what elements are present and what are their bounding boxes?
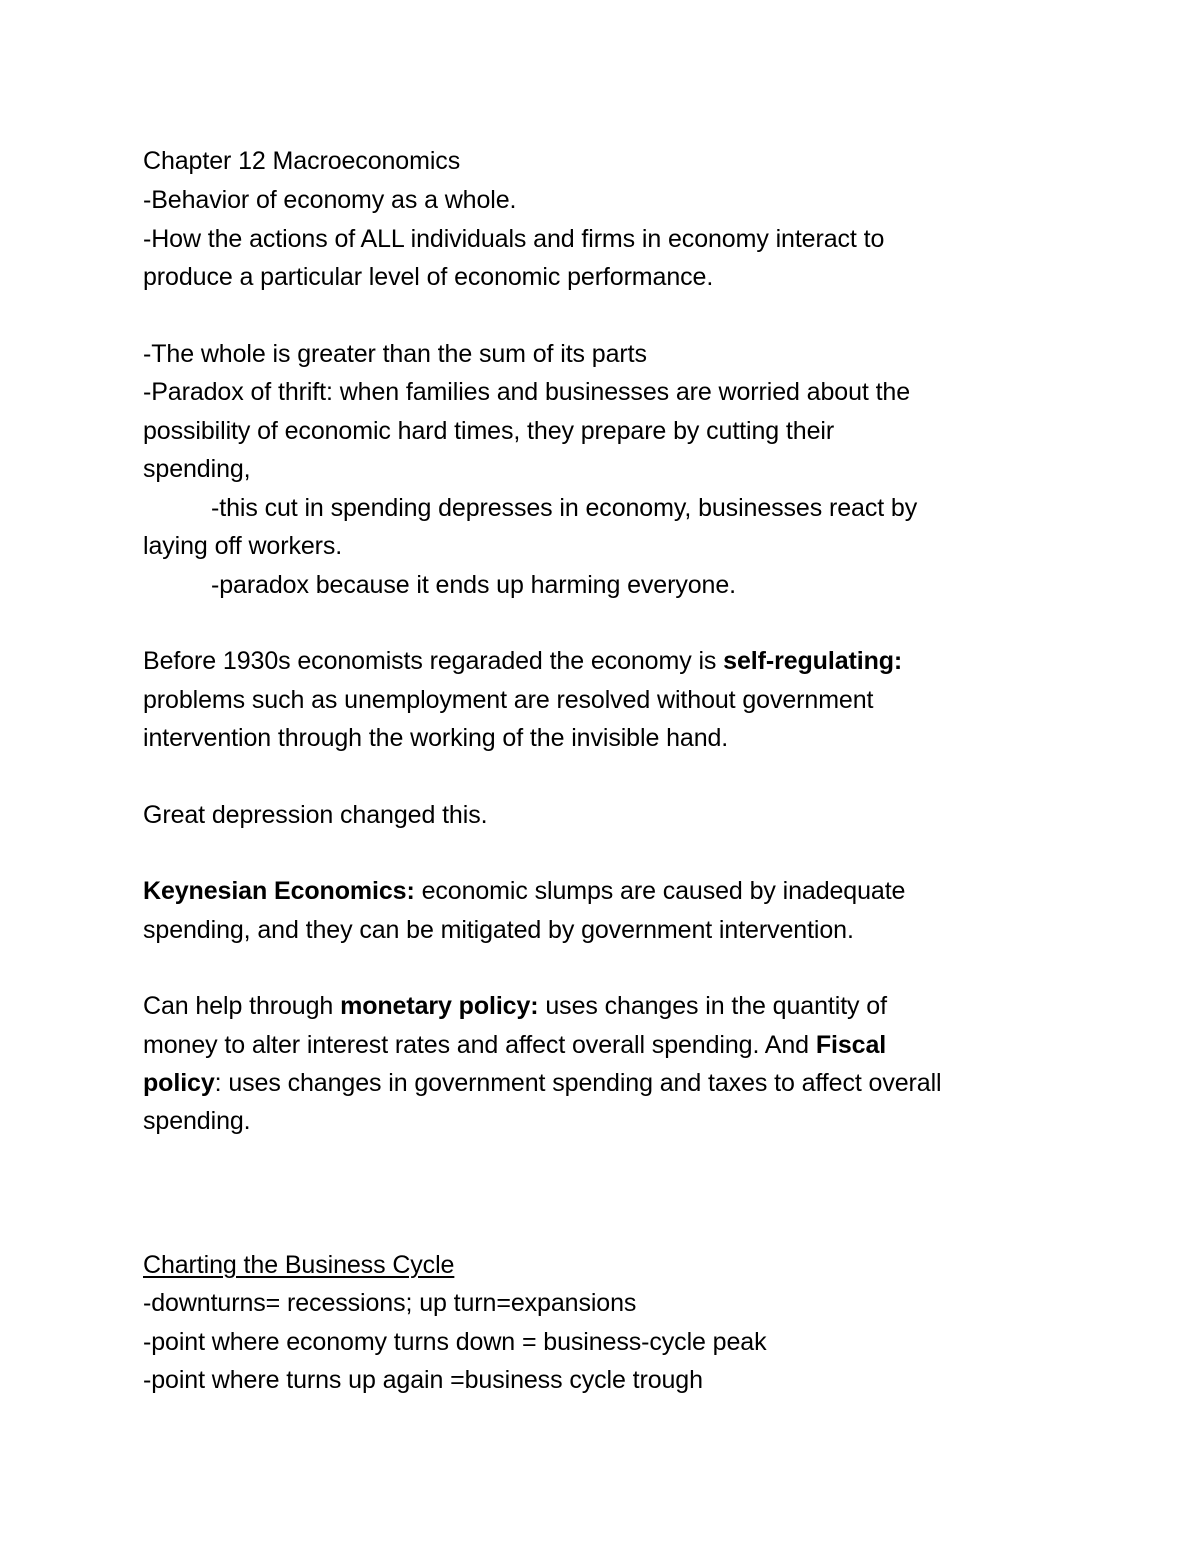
policy-line — [143, 991, 887, 1021]
self-regulating-line — [143, 646, 902, 676]
keynesian-definition: economic slumps are caused by inadequate — [414, 877, 906, 905]
intro-line: -How the actions of ALL individuals and firms in economy interact to — [143, 225, 885, 253]
fiscal-policy-definition: : uses changes in government spending and taxes to affect overall — [214, 1069, 942, 1097]
keynesian-line: spending, and they can be mitigated by government intervention. — [143, 916, 854, 944]
business-cycle-item: -downturns= recessions; up turn=expansions — [143, 1289, 637, 1317]
thrift-line: possibility of economic hard times, they prepare by cutting their — [143, 417, 835, 445]
policy-text: money to alter interest rates and affect overall spending. And — [143, 1031, 816, 1059]
paradox-harm-line: -paradox because it ends up harming everyone. — [211, 571, 736, 599]
business-cycle-item: -point where economy turns down = business-cycle peak — [143, 1328, 767, 1356]
intro-line: produce a particular level of economic performance. — [143, 263, 714, 291]
keynesian-line — [143, 876, 905, 906]
thrift-line: spending, — [143, 455, 251, 483]
fiscal-policy-term: policy — [143, 1069, 215, 1097]
policy-line: spending. — [143, 1107, 251, 1135]
spending-cut-line: -this cut in spending depresses in economy, businesses react by — [211, 494, 918, 522]
keynesian-term: Keynesian Economics: — [143, 877, 415, 905]
policy-prefix: Can help through — [143, 992, 341, 1020]
spending-cut-line: laying off workers. — [143, 532, 343, 560]
policy-line — [143, 1030, 886, 1060]
fiscal-term: Fiscal — [815, 1031, 887, 1059]
monetary-policy-term: monetary policy: — [340, 992, 539, 1020]
self-regulating-line: intervention through the working of the invisible hand. — [143, 724, 729, 752]
self-regulating-prefix: Before 1930s economists regaraded the economy is — [143, 647, 724, 675]
business-cycle-item: -point where turns up again =business cycle trough — [143, 1366, 703, 1394]
thrift-line: -Paradox of thrift: when families and businesses are worried about the — [143, 378, 911, 406]
self-regulating-line: problems such as unemployment are resolved without government — [143, 686, 874, 714]
self-regulating-term: self-regulating: — [723, 647, 903, 675]
policy-line — [143, 1068, 942, 1098]
whole-parts-line: -The whole is greater than the sum of its parts — [143, 340, 647, 368]
depression-line: Great depression changed this. — [143, 801, 488, 829]
chapter-title: Chapter 12 Macroeconomics — [143, 147, 461, 175]
business-cycle-heading: Charting the Business Cycle — [143, 1251, 455, 1279]
intro-line: -Behavior of economy as a whole. — [143, 186, 517, 214]
monetary-policy-definition: uses changes in the quantity of — [538, 992, 887, 1020]
